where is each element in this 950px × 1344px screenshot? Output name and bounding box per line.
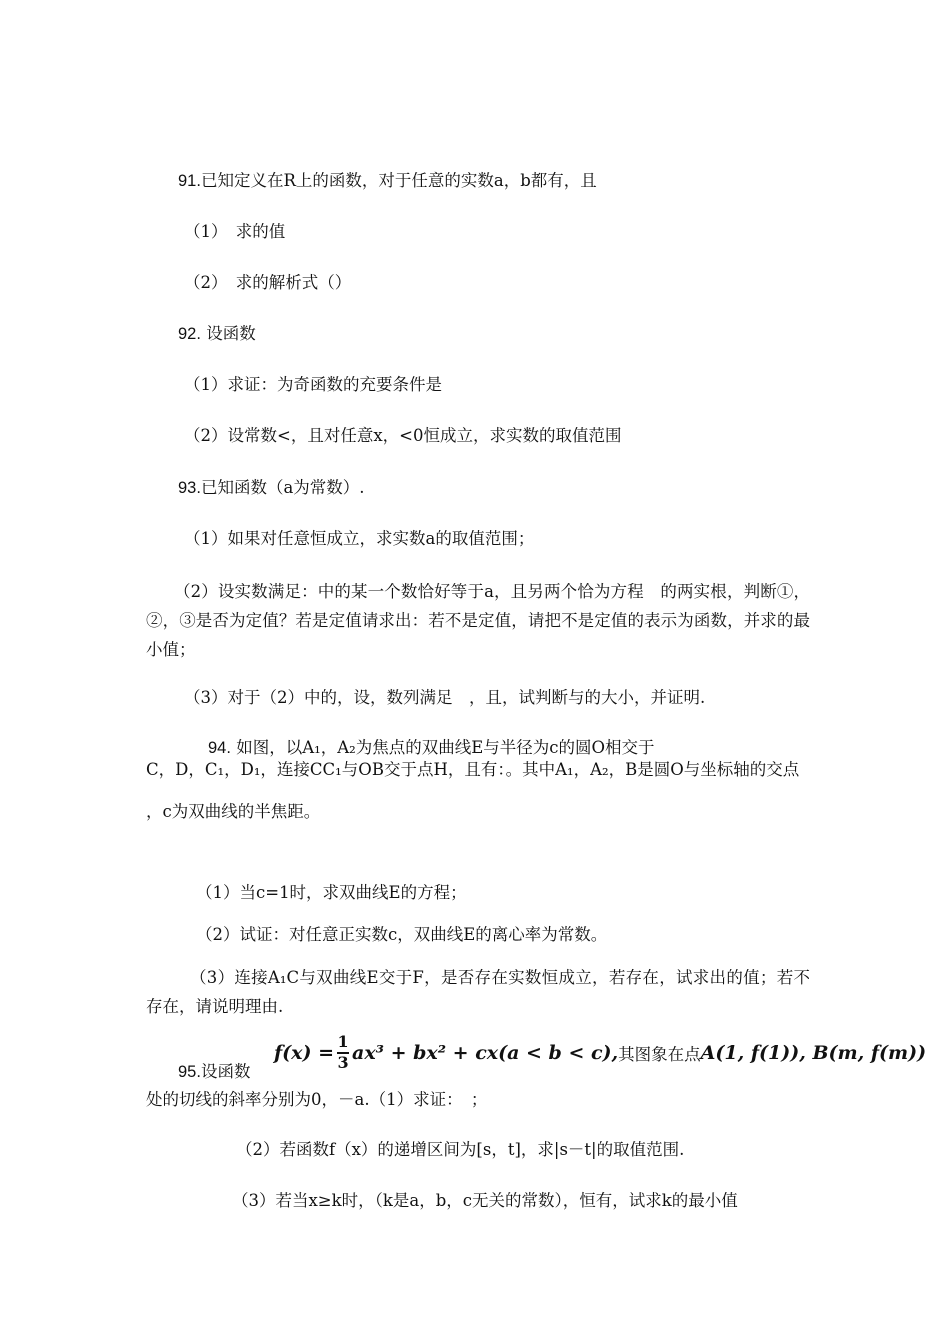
fraction-numerator: 1 — [337, 1032, 349, 1051]
problem-92-number: 92. — [178, 325, 201, 343]
problem-95-number: 95. — [178, 1063, 201, 1081]
problem-94-part3: （3）连接A₁C与双曲线E交于F，是否存在实数恒成立，若存在，试求出的值；若不存在，请说明理由. — [146, 968, 810, 1016]
problem-95-text: 设函数 — [200, 1062, 251, 1081]
problem-93-text: 已知函数（a为常数）. — [200, 478, 365, 497]
problem-94-part1: （1）当c=1时，求双曲线E的方程； — [196, 883, 467, 902]
problem-93-part3: （3）对于（2）中的，设，数列满足 ，且，试判断与的大小，并证明. — [184, 688, 706, 707]
problem-91-part1: （1） 求的值 — [184, 222, 286, 241]
formula-fraction — [337, 1034, 349, 1072]
problem-91-text: 已知定义在R上的函数，对于任意的实数a，b都有，且 — [200, 171, 597, 190]
problem-91-part2: （2） 求的解析式（） — [184, 273, 352, 292]
problem-94-stem-line2: C，D，C₁，D₁，连接CC₁与OB交于点H，且有：。其中A₁，A₂，B是圆O与坐标轴的交点 — [146, 760, 800, 779]
formula-mid-text: 其图象在点 — [618, 1044, 701, 1064]
problem-94-stem-line1 — [208, 740, 655, 757]
problem-91-number: 91. — [178, 172, 201, 190]
problem-93-stem — [178, 480, 365, 497]
problem-95-formula — [274, 1034, 926, 1072]
problem-94-part2: （2）试证：对任意正实数c，双曲线E的离心率为常数。 — [196, 925, 608, 944]
formula-rhs: ax³ + bx² + cx(a < b < c), — [352, 1041, 619, 1064]
problem-95-stem — [178, 1064, 250, 1081]
problem-91-stem — [178, 173, 597, 190]
problem-93-part1: （1）如果对任意恒成立，求实数a的取值范围； — [184, 529, 535, 548]
formula-points: A(1, f(1)), B(m, f(m)) — [700, 1041, 927, 1064]
problem-95-stem-line2: 处的切线的斜率分别为0，－a.（1）求证： ； — [146, 1090, 488, 1109]
formula-lhs: f(x) = — [274, 1041, 335, 1064]
problem-94-stem-line3: ，c为双曲线的半焦距。 — [146, 802, 321, 821]
problem-94-text-1: 如图，以A₁，A₂为焦点的双曲线E与半径为c的圆O相交于 — [236, 738, 655, 757]
problem-92-part2: （2）设常数<，且对任意x，<0恒成立，求实数的取值范围 — [184, 426, 622, 445]
problem-92-text: 设函数 — [206, 324, 256, 343]
problem-94-number: 94. — [208, 739, 231, 757]
problem-92-part1: （1）求证：为奇函数的充要条件是 — [184, 375, 442, 394]
problem-93-number: 93. — [178, 479, 201, 497]
problem-95-part2: （2）若函数f（x）的递增区间为[s，t]，求|s－t|的取值范围. — [236, 1140, 685, 1159]
problem-92-stem — [178, 326, 256, 343]
problem-95-part3: （3）若当x≥k时，（k是a，b，c无关的常数），恒有，试求k的最小值 — [232, 1191, 738, 1210]
problem-93-part2: （2）设实数满足：中的某一个数恰好等于a，且另两个恰为方程 的两实根，判断①，②，③是否为定值？若是定值请求出：若不是定值，请把不是定值的表示为函数，并求的最小值； — [146, 582, 810, 659]
fraction-denominator: 3 — [337, 1052, 349, 1072]
